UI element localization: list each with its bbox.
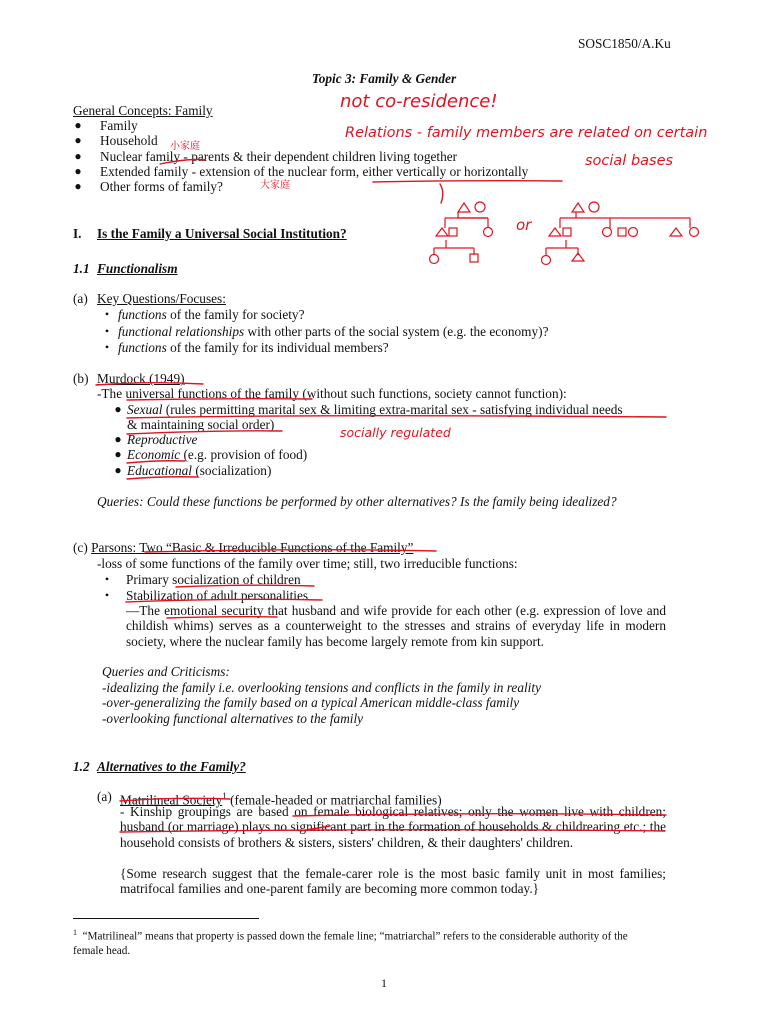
parsons-heading: (c) Parsons: Two “Basic & Irreducible Functions of the Family” [73, 540, 414, 555]
function-item-cont: & maintaining social order) [127, 417, 275, 432]
query-item: -idealizing the family i.e. overlooking tensions and conflicts in the family in reality [102, 680, 541, 695]
function-item: Sexual (rules permitting marital sex & limiting extra-marital sex - satisfying individual needs [127, 402, 623, 417]
function-item: Educational (socialization) [127, 463, 272, 478]
bullet-icon: ● [114, 432, 122, 446]
parsons-item: Primary socialization of children [126, 572, 301, 587]
general-item: Family [100, 118, 138, 133]
matrilineal-paragraph: - Kinship groupings are based on female biological relatives; only the women live with children; husband (or marriage) plays no significant part in the formation of households & childrearing etc.; the household consists of brothers & sisters, sisters' children, & their daughters' children. [120, 804, 666, 850]
annotation-relations: Relations - family members are related on certain [345, 125, 708, 141]
footnote-divider [73, 918, 259, 919]
parsons-intro: -loss of some functions of the family over time; still, two irreducible functions: [97, 556, 518, 571]
bullet-icon: • [104, 324, 110, 338]
section-numeral: I. [73, 226, 82, 241]
function-item: Reproductive [127, 432, 198, 447]
ink-underline [373, 181, 562, 182]
general-item: Other forms of family? [100, 179, 223, 194]
bullet-icon: ● [114, 447, 122, 461]
annotation-social-bases: social bases [585, 153, 674, 169]
bullet-icon: ● [74, 133, 82, 147]
general-item: Nuclear family - parents & their dependent children living together [100, 149, 458, 164]
bullet-icon: • [104, 588, 110, 602]
bullet-icon: ● [74, 179, 82, 193]
key-questions-heading: Key Questions/Focuses: [97, 291, 226, 306]
murdock-heading: Murdock (1949) [97, 371, 185, 386]
page-title: Topic 3: Family & Gender [311, 71, 457, 86]
queries-heading: Queries and Criticisms: [102, 664, 230, 679]
annotation-extended-cn: 大家庭 [260, 180, 290, 191]
murdock-query: Queries: Could these functions be performed by other alternatives? Is the family being idealized? [97, 494, 617, 509]
section-heading: Is the Family a Universal Social Institution? [97, 226, 347, 241]
annotation-nuclear-cn: 小家庭 [170, 141, 200, 152]
murdock-intro: -The universal functions of the family (without such functions, society cannot function): [97, 386, 567, 401]
parsons-item: Stabilization of adult personalities [126, 588, 309, 603]
page-number: 1 [381, 976, 387, 990]
bullet-icon: ● [114, 402, 122, 416]
subsection-title: Alternatives to the Family? [97, 759, 246, 774]
footnote: $^1$ “Matrilineal” means that property is passed down the female line; “matriarchal” refers to the considerable authority of the female head. [73, 928, 628, 957]
bullet-icon: ● [74, 118, 82, 132]
query-item: -overlooking functional alternatives to the family [102, 711, 364, 726]
course-code: SOSC1850/A.Ku [578, 36, 671, 51]
subsection-number: 1.1 [73, 261, 90, 276]
item-label: (b) [73, 371, 89, 386]
subsection-title: Functionalism [97, 261, 178, 276]
bullet-icon: • [104, 307, 110, 321]
bullet-icon: ● [74, 149, 82, 163]
ink-arrow [440, 184, 443, 203]
kinship-diagram-extended-horizontal [542, 202, 699, 265]
key-question-item: functions of the family for society? [118, 307, 305, 322]
bullet-icon: • [104, 340, 110, 354]
general-item: Extended family - extension of the nuclear form, either vertically or horizontally [100, 164, 529, 179]
subsection-number: 1.2 [73, 759, 90, 774]
key-question-item: functions of the family for its individual members? [118, 340, 389, 355]
key-question-item: functional relationships with other parts of the social system (e.g. the economy)? [118, 324, 549, 339]
matrilineal-note: {Some research suggest that the female-carer role is the most basic family unit in most families; matrifocal families and one-parent family are becoming more common today.} [120, 866, 666, 897]
matrilineal-heading: Matrilineal Society$^1$ (female-headed or matriarchal families) [120, 791, 442, 808]
annotation-or: or [516, 216, 532, 234]
bullet-icon: ● [114, 463, 122, 477]
general-concepts-heading: General Concepts: Family [73, 103, 213, 118]
annotation-socially-regulated: socially regulated [340, 425, 451, 440]
bullet-icon: ● [74, 164, 82, 178]
item-label: (a) [97, 789, 112, 804]
annotation-not-coresidence: not co-residence! [340, 91, 498, 112]
parsons-paragraph: —The emotional security that husband and wife provide for each other (e.g. expression of love and childish whims) serves as a counterweight to the stresses and strains of everyday life in modern society, where the nuclear family has become largely remote from kin support. [126, 603, 666, 649]
query-item: -over-generalizing the family based on a typical American middle-class family [102, 695, 520, 710]
item-label: (a) [73, 291, 88, 306]
kinship-diagram-extended-vertical [430, 202, 493, 264]
function-item: Economic (e.g. provision of food) [127, 447, 308, 462]
bullet-icon: • [104, 572, 110, 586]
general-item: Household [100, 133, 158, 148]
